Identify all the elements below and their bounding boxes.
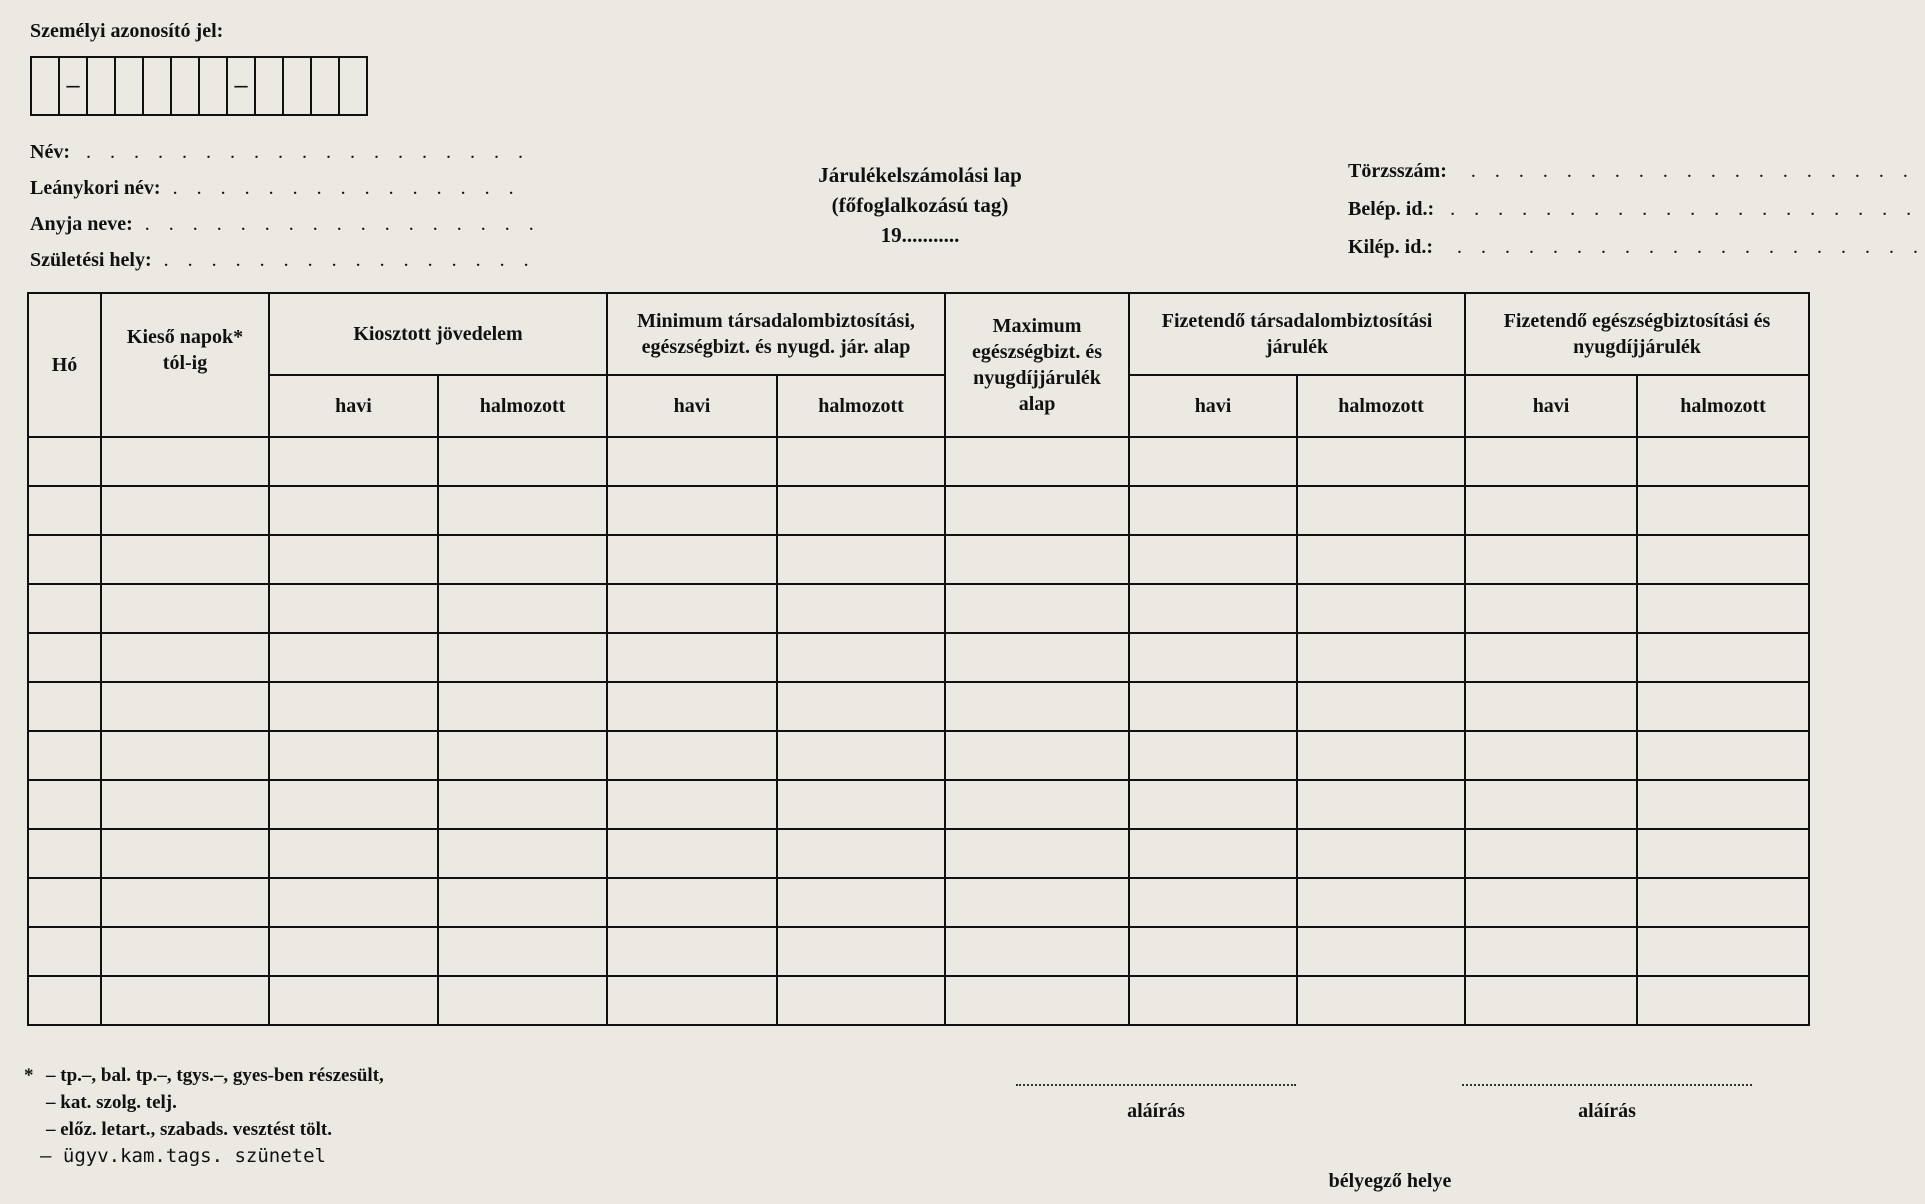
maiden-name-dots: . . . . . . . . . . . . . . . bbox=[172, 176, 521, 199]
table-cell[interactable] bbox=[1465, 633, 1637, 682]
table-cell[interactable] bbox=[269, 486, 438, 535]
table-cell[interactable] bbox=[101, 682, 269, 731]
table-cell[interactable] bbox=[1637, 780, 1809, 829]
form-title bbox=[720, 160, 1120, 250]
table-row bbox=[28, 976, 1809, 1025]
table-cell[interactable] bbox=[777, 633, 945, 682]
table-row bbox=[28, 437, 1809, 486]
table-cell[interactable] bbox=[945, 437, 1129, 486]
table-cell[interactable] bbox=[1465, 437, 1637, 486]
table-cell[interactable] bbox=[101, 976, 269, 1025]
right-fields bbox=[1348, 152, 1925, 266]
table-cell[interactable] bbox=[269, 682, 438, 731]
registry-number-field[interactable] bbox=[1348, 152, 1925, 190]
table-cell[interactable] bbox=[777, 437, 945, 486]
table-cell[interactable] bbox=[1297, 486, 1465, 535]
table-cell[interactable] bbox=[1129, 829, 1297, 878]
table-cell[interactable] bbox=[101, 437, 269, 486]
entry-date-label: Belép. id.: bbox=[1348, 197, 1435, 220]
signature-left-line bbox=[1016, 1084, 1296, 1086]
personal-id-box[interactable] bbox=[172, 58, 200, 114]
table-cell[interactable] bbox=[269, 927, 438, 976]
table-cell[interactable] bbox=[438, 927, 607, 976]
table-cell[interactable] bbox=[777, 829, 945, 878]
maiden-name-label: Leánykori név: bbox=[30, 176, 161, 199]
table-cell[interactable] bbox=[438, 976, 607, 1025]
table-cell[interactable] bbox=[945, 731, 1129, 780]
table-cell[interactable] bbox=[28, 878, 101, 927]
table-cell[interactable] bbox=[101, 878, 269, 927]
table-cell[interactable] bbox=[777, 682, 945, 731]
table-cell[interactable] bbox=[101, 633, 269, 682]
ss-payable-cumulative-header: halmozott bbox=[1297, 375, 1465, 437]
table-row bbox=[28, 878, 1809, 927]
table-cell[interactable] bbox=[1297, 633, 1465, 682]
signature-left[interactable] bbox=[1016, 1084, 1296, 1123]
table-cell[interactable] bbox=[101, 486, 269, 535]
table-cell[interactable] bbox=[28, 927, 101, 976]
personal-id-box[interactable]: – bbox=[60, 58, 88, 114]
entry-date-dots: . . . . . . . . . . . . . . . . . . . . bbox=[1450, 197, 1919, 220]
table-cell[interactable] bbox=[777, 584, 945, 633]
group-ss-payable-header: Fizetendő társadalombiztosítási járulék bbox=[1129, 293, 1465, 375]
footnote-star: * bbox=[24, 1065, 34, 1086]
personal-id-box[interactable] bbox=[256, 58, 284, 114]
mother-name-label: Anyja neve: bbox=[30, 212, 133, 235]
table-row bbox=[28, 633, 1809, 682]
table-cell[interactable] bbox=[607, 535, 777, 584]
signature-right-line bbox=[1462, 1084, 1752, 1086]
table-cell[interactable] bbox=[269, 731, 438, 780]
table-cell[interactable] bbox=[1129, 584, 1297, 633]
table-cell[interactable] bbox=[1465, 878, 1637, 927]
table-cell[interactable] bbox=[607, 780, 777, 829]
min-base-monthly-header: havi bbox=[607, 375, 777, 437]
table-cell[interactable] bbox=[28, 437, 101, 486]
table-cell[interactable] bbox=[28, 829, 101, 878]
table-cell[interactable] bbox=[777, 535, 945, 584]
table-cell[interactable] bbox=[1465, 780, 1637, 829]
table-cell[interactable] bbox=[1297, 878, 1465, 927]
table-cell[interactable] bbox=[1129, 437, 1297, 486]
table-cell[interactable] bbox=[269, 437, 438, 486]
table-row bbox=[28, 731, 1809, 780]
entry-date-field[interactable] bbox=[1348, 190, 1925, 228]
table-cell[interactable] bbox=[945, 584, 1129, 633]
table-cell[interactable] bbox=[269, 976, 438, 1025]
table-cell[interactable] bbox=[1637, 829, 1809, 878]
table-cell[interactable] bbox=[607, 878, 777, 927]
birthplace-label: Születési hely: bbox=[30, 248, 152, 271]
table-cell[interactable] bbox=[1637, 976, 1809, 1025]
table-cell[interactable] bbox=[607, 927, 777, 976]
table-cell[interactable] bbox=[945, 927, 1129, 976]
title-line-1: Járulékelszámolási lap bbox=[818, 163, 1022, 187]
table-cell[interactable] bbox=[777, 780, 945, 829]
table-cell[interactable] bbox=[438, 584, 607, 633]
personal-id-box[interactable] bbox=[200, 58, 228, 114]
table-cell[interactable] bbox=[1465, 731, 1637, 780]
name-field[interactable] bbox=[30, 134, 541, 170]
table-cell[interactable] bbox=[945, 535, 1129, 584]
footnote-line-1: – tp.–, bal. tp.–, tgys.–, gyes-ben részesült, bbox=[46, 1065, 384, 1086]
table-cell[interactable] bbox=[28, 486, 101, 535]
table-cell[interactable] bbox=[1637, 633, 1809, 682]
table-cell[interactable] bbox=[1297, 731, 1465, 780]
table-cell[interactable] bbox=[945, 486, 1129, 535]
table-cell[interactable] bbox=[1637, 731, 1809, 780]
table-cell[interactable] bbox=[101, 927, 269, 976]
table-cell[interactable] bbox=[777, 731, 945, 780]
table-cell[interactable] bbox=[28, 976, 101, 1025]
registry-number-label: Törzsszám: bbox=[1348, 159, 1447, 182]
hp-payable-cumulative-header: halmozott bbox=[1637, 375, 1809, 437]
signature-right-label: aláírás bbox=[1578, 1100, 1636, 1122]
exit-date-label: Kilép. id.: bbox=[1348, 235, 1434, 258]
table-cell[interactable] bbox=[101, 829, 269, 878]
table-cell[interactable] bbox=[1465, 486, 1637, 535]
signature-left-label: aláírás bbox=[1127, 1100, 1185, 1122]
table-cell[interactable] bbox=[607, 682, 777, 731]
table-cell[interactable] bbox=[1637, 878, 1809, 927]
footnote-line-2: – kat. szolg. telj. bbox=[46, 1092, 177, 1113]
table-cell[interactable] bbox=[1129, 535, 1297, 584]
personal-id-box[interactable] bbox=[32, 58, 60, 114]
table-cell[interactable] bbox=[269, 829, 438, 878]
min-base-cumulative-header: halmozott bbox=[777, 375, 945, 437]
table-cell[interactable] bbox=[1465, 682, 1637, 731]
table-cell[interactable] bbox=[945, 829, 1129, 878]
table-cell[interactable] bbox=[1637, 927, 1809, 976]
table-cell[interactable] bbox=[28, 535, 101, 584]
exit-date-field[interactable] bbox=[1348, 228, 1925, 266]
personal-id-box[interactable] bbox=[116, 58, 144, 114]
group-health-pension-header: Fizetendő egészségbiztosítási és nyugdíjjárulék bbox=[1465, 293, 1809, 375]
personal-id-box[interactable] bbox=[340, 58, 366, 114]
year-field[interactable]: 19........... bbox=[880, 223, 960, 247]
col-lost-days-header: Kieső napok* tól-ig bbox=[101, 293, 269, 437]
table-cell[interactable] bbox=[1297, 584, 1465, 633]
maiden-name-field[interactable] bbox=[30, 170, 541, 206]
table-cell[interactable] bbox=[1465, 927, 1637, 976]
exit-date-dots: . . . . . . . . . . . . . . . . . . . . bbox=[1457, 235, 1925, 258]
personal-id-box[interactable] bbox=[312, 58, 340, 114]
title-line-2: (főfoglalkozású tag) bbox=[831, 193, 1009, 217]
footnote-handwritten: – ügyv.kam.tags. szünetel bbox=[40, 1145, 326, 1167]
hp-payable-monthly-header: havi bbox=[1465, 375, 1637, 437]
table-cell[interactable] bbox=[607, 829, 777, 878]
table-cell[interactable] bbox=[945, 878, 1129, 927]
personal-id-boxes[interactable] bbox=[30, 56, 368, 116]
group-min-base-header: Minimum társadalombiztosítási, egészségbizt. és nyugd. jár. alap bbox=[607, 293, 945, 375]
col-month-header: Hó bbox=[28, 293, 101, 437]
income-cumulative-header: halmozott bbox=[438, 375, 607, 437]
table-cell[interactable] bbox=[945, 780, 1129, 829]
table-cell[interactable] bbox=[607, 584, 777, 633]
table-cell[interactable] bbox=[1465, 584, 1637, 633]
table-cell[interactable] bbox=[28, 682, 101, 731]
table-cell[interactable] bbox=[269, 535, 438, 584]
table-cell[interactable] bbox=[777, 486, 945, 535]
table-cell[interactable] bbox=[1129, 927, 1297, 976]
footnote-line-3: – előz. letart., szabads. vesztést tölt. bbox=[46, 1119, 332, 1140]
table-cell[interactable] bbox=[1129, 731, 1297, 780]
table-cell[interactable] bbox=[607, 731, 777, 780]
group-income-header: Kiosztott jövedelem bbox=[269, 293, 607, 375]
table-cell[interactable] bbox=[1637, 486, 1809, 535]
table-cell[interactable] bbox=[1465, 535, 1637, 584]
table-cell[interactable] bbox=[269, 878, 438, 927]
table-cell[interactable] bbox=[1129, 878, 1297, 927]
table-cell[interactable] bbox=[101, 780, 269, 829]
table-cell[interactable] bbox=[438, 780, 607, 829]
table-cell[interactable] bbox=[1637, 584, 1809, 633]
table-cell[interactable] bbox=[607, 486, 777, 535]
table-row bbox=[28, 780, 1809, 829]
personal-id-box[interactable] bbox=[284, 58, 312, 114]
table-cell[interactable] bbox=[1465, 829, 1637, 878]
table-cell[interactable] bbox=[1637, 682, 1809, 731]
birthplace-field[interactable] bbox=[30, 242, 541, 278]
table-row bbox=[28, 535, 1809, 584]
table-cell[interactable] bbox=[269, 780, 438, 829]
table-cell[interactable] bbox=[1297, 437, 1465, 486]
income-monthly-header: havi bbox=[269, 375, 438, 437]
table-cell[interactable] bbox=[1297, 780, 1465, 829]
table-cell[interactable] bbox=[1129, 682, 1297, 731]
ss-payable-monthly-header: havi bbox=[1129, 375, 1297, 437]
table-cell[interactable] bbox=[438, 682, 607, 731]
table-cell[interactable] bbox=[1297, 976, 1465, 1025]
table-cell[interactable] bbox=[1297, 829, 1465, 878]
table-row bbox=[28, 584, 1809, 633]
table-cell[interactable] bbox=[438, 731, 607, 780]
table-cell[interactable] bbox=[28, 584, 101, 633]
table-cell[interactable] bbox=[945, 976, 1129, 1025]
table-cell[interactable] bbox=[438, 878, 607, 927]
mother-name-dots: . . . . . . . . . . . . . . . . . bbox=[144, 212, 541, 235]
signature-right[interactable] bbox=[1462, 1084, 1752, 1123]
table-cell[interactable] bbox=[1297, 682, 1465, 731]
footnote bbox=[24, 1062, 384, 1170]
table-cell[interactable] bbox=[269, 584, 438, 633]
table-cell[interactable] bbox=[777, 927, 945, 976]
table-cell[interactable] bbox=[1129, 486, 1297, 535]
table-cell[interactable] bbox=[1129, 780, 1297, 829]
table-cell[interactable] bbox=[607, 633, 777, 682]
table-cell[interactable] bbox=[438, 633, 607, 682]
personal-id-label: Személyi azonosító jel: bbox=[30, 20, 224, 42]
registry-number-dots: . . . . . . . . . . . . . . . . . . . bbox=[1470, 159, 1915, 182]
table-cell[interactable] bbox=[438, 829, 607, 878]
table-cell[interactable] bbox=[28, 731, 101, 780]
table-cell[interactable] bbox=[1297, 927, 1465, 976]
mother-name-field[interactable] bbox=[30, 206, 541, 242]
table-cell[interactable] bbox=[1129, 633, 1297, 682]
table-cell[interactable] bbox=[1637, 535, 1809, 584]
table-cell[interactable] bbox=[945, 633, 1129, 682]
name-label: Név: bbox=[30, 140, 70, 163]
table-cell[interactable] bbox=[28, 633, 101, 682]
personal-id-box[interactable]: – bbox=[228, 58, 256, 114]
table-row bbox=[28, 927, 1809, 976]
col-max-base-header: Maximum egészségbizt. és nyugdíjjárulék alap bbox=[945, 293, 1129, 437]
birthplace-dots: . . . . . . . . . . . . . . . . bbox=[163, 248, 536, 271]
table-cell[interactable] bbox=[607, 976, 777, 1025]
table-cell[interactable] bbox=[945, 682, 1129, 731]
stamp-place-label: bélyegző helye bbox=[1328, 1170, 1452, 1192]
table-cell[interactable] bbox=[1465, 976, 1637, 1025]
personal-id-box[interactable] bbox=[144, 58, 172, 114]
table-cell[interactable] bbox=[269, 633, 438, 682]
table-cell[interactable] bbox=[101, 535, 269, 584]
table-row bbox=[28, 486, 1809, 535]
table-cell[interactable] bbox=[777, 976, 945, 1025]
table-row bbox=[28, 682, 1809, 731]
table-cell[interactable] bbox=[101, 584, 269, 633]
table-row bbox=[28, 829, 1809, 878]
table-cell[interactable] bbox=[607, 437, 777, 486]
table-cell[interactable] bbox=[438, 437, 607, 486]
table-cell[interactable] bbox=[1637, 437, 1809, 486]
table-cell[interactable] bbox=[438, 535, 607, 584]
personal-id-box[interactable] bbox=[88, 58, 116, 114]
table-cell[interactable] bbox=[101, 731, 269, 780]
table-cell[interactable] bbox=[438, 486, 607, 535]
left-fields bbox=[30, 134, 541, 278]
table-cell[interactable] bbox=[28, 780, 101, 829]
table-cell[interactable] bbox=[1297, 535, 1465, 584]
table-cell[interactable] bbox=[777, 878, 945, 927]
name-dots: . . . . . . . . . . . . . . . . . . . bbox=[85, 140, 530, 163]
contribution-table bbox=[27, 292, 1810, 1026]
table-cell[interactable] bbox=[1129, 976, 1297, 1025]
